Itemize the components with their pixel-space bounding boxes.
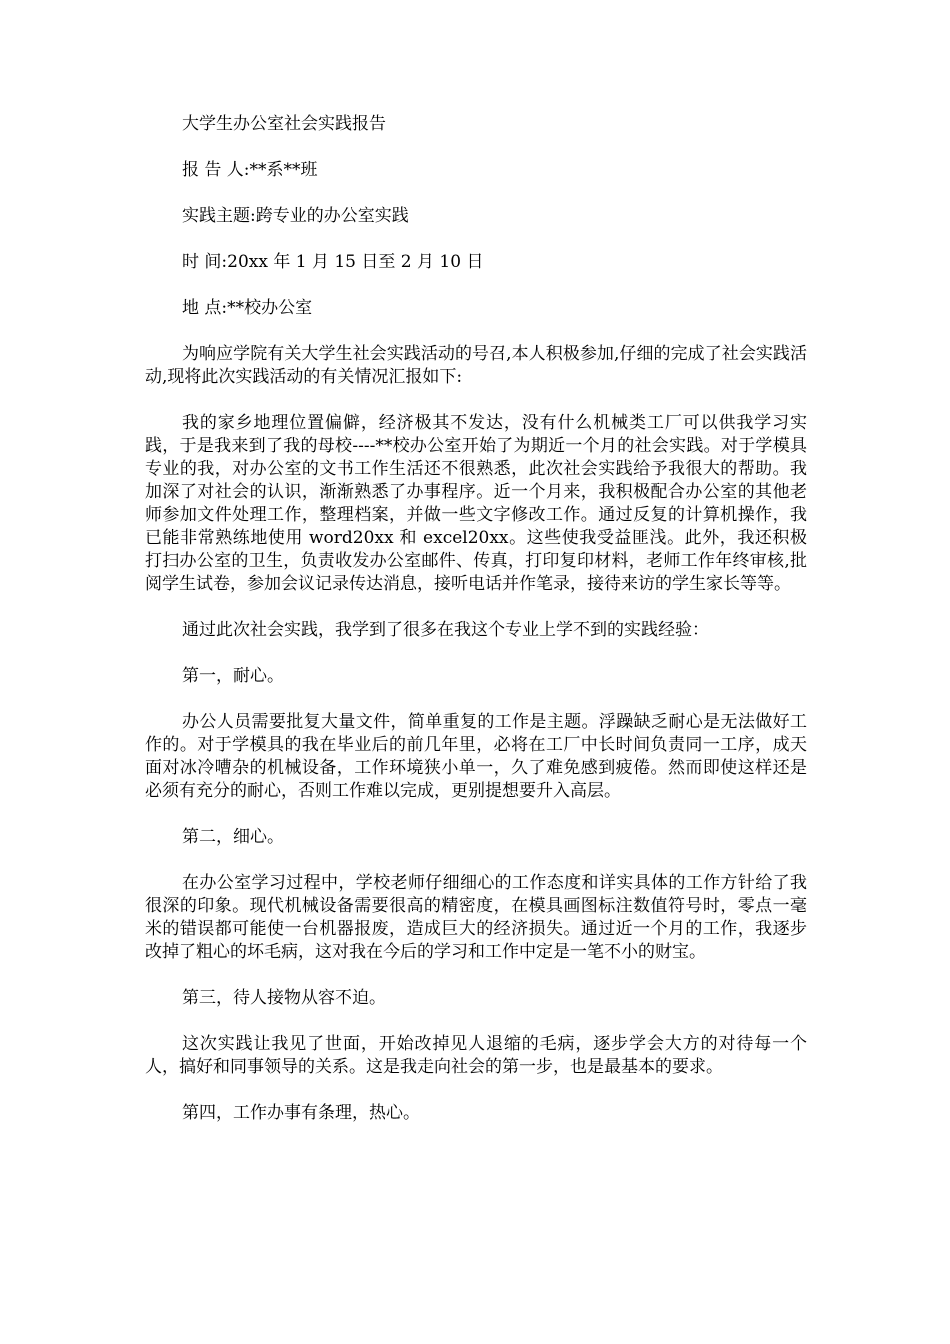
section-heading-orderliness: 第四，工作办事有条理，热心。 bbox=[182, 1103, 420, 1123]
body-paragraph: 我的家乡地理位置偏僻，经济极其不发达，没有什么机械类工厂可以供我学习实践，于是我来到了我的母校----**校办公室开始了为期近一个月的社会实践。对于学模具专业的我，对办公室的文书工作生活还不很熟悉，此次社会实践给予我很大的帮助。我加深了对社会的认识，渐渐熟悉了办事程序。近一个月来，我积极配合办公室的其他老师参加文件处理工作，整理档案，并做一些文字修改工作。通过反复的计算机操作，我已能非常熟练地使用 word20xx 和 excel20xx。这些使我受益匪浅。此外，我还积极打扫办公室的卫生，负责收发办公室邮件、传真，打印复印材料，老师工作年终审核,批阅学生试卷，参加会议记录传达消息，接听电话并作笔录，接待来访的学生家长等等。 bbox=[145, 413, 807, 594]
lessons-intro-paragraph: 通过此次社会实践，我学到了很多在我这个专业上学不到的实践经验： bbox=[182, 620, 709, 640]
intro-paragraph: 为响应学院有关大学生社会实践活动的号召,本人积极参加,仔细的完成了社会实践活动,现将此次实践活动的有关情况汇报如下: bbox=[145, 344, 807, 387]
time-line: 时 间:20xx 年 1 月 15 日至 2 月 10 日 bbox=[182, 252, 484, 272]
section-heading-composure: 第三，待人接物从容不迫。 bbox=[182, 988, 386, 1008]
theme-line: 实践主题:跨专业的办公室实践 bbox=[182, 206, 409, 226]
section-heading-carefulness: 第二，细心。 bbox=[182, 827, 284, 847]
patience-paragraph: 办公人员需要批复大量文件，简单重复的工作是主题。浮躁缺乏耐心是无法做好工作的。对于学模具的我在毕业后的前几年里，必将在工厂中长时间负责同一工序，成天面对冰冷嘈杂的机械设备，工作环境狭小单一，久了难免感到疲倦。然而即使这样还是必须有充分的耐心，否则工作难以完成，更别提想要升入高层。 bbox=[145, 712, 807, 801]
document-body bbox=[145, 113, 807, 1148]
document-title: 大学生办公室社会实践报告 bbox=[182, 114, 386, 134]
carefulness-paragraph: 在办公室学习过程中，学校老师仔细细心的工作态度和详实具体的工作方针给了我很深的印象。现代机械设备需要很高的精密度，在模具画图标注数值符号时，零点一毫米的错误都可能使一台机器报废，造成巨大的经济损失。通过近一个月的工作，我逐步改掉了粗心的坏毛病，这对我在今后的学习和工作中定是一笔不小的财宝。 bbox=[145, 873, 807, 962]
place-line: 地 点:**校办公室 bbox=[182, 298, 313, 318]
reporter-line: 报 告 人:**系**班 bbox=[182, 160, 318, 180]
composure-paragraph: 这次实践让我见了世面，开始改掉见人退缩的毛病，逐步学会大方的对待每一个人，搞好和同事领导的关系。这是我走向社会的第一步，也是最基本的要求。 bbox=[145, 1034, 807, 1077]
section-heading-patience: 第一，耐心。 bbox=[182, 666, 284, 686]
